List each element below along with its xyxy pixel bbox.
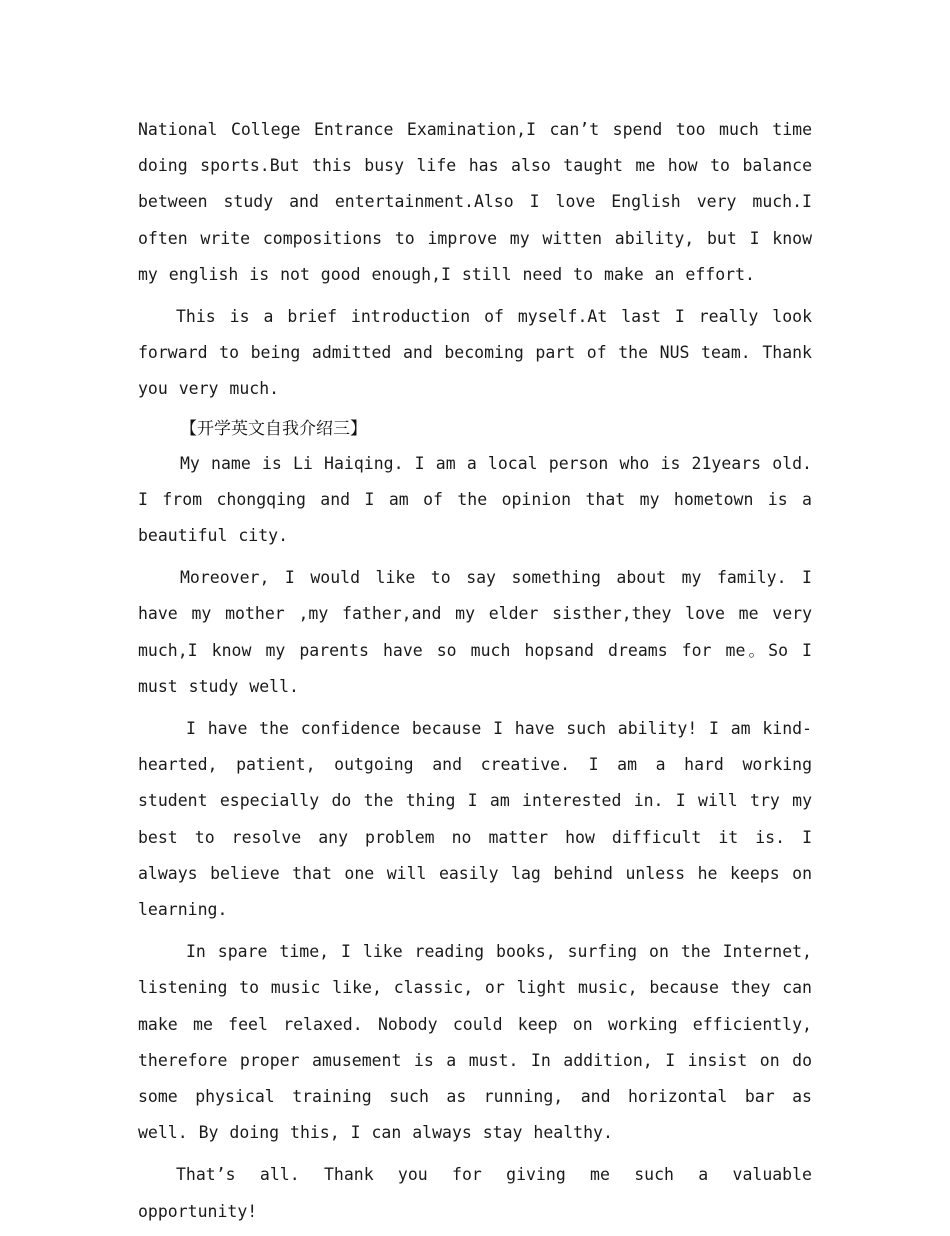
paragraph-confidence: I have the confidence because I have such ability! I am kind-hearted, patient, outgoing and creative. I am a hard working student especially do the thing I am interested in. I will try my best to resolve any problem no matter how difficult it is. I always believe that one will easily lag behind unless he keeps on learning.: [138, 719, 812, 920]
paragraph-thanks: That’s all. Thank you for giving me such a valuable opportunity!: [138, 1165, 812, 1221]
section-heading: 【开学英文自我介绍三】: [180, 418, 367, 439]
paragraph-name-intro: My name is Li Haiqing. I am a local person who is 21years old. I from chongqing and I am of the opinion that my hometown is a beautiful city.: [138, 453, 812, 546]
paragraph-closing-nus: This is a brief introduction of myself.At last I really look forward to being admitted and becoming part of the NUS team. Thank you very much.: [138, 307, 812, 399]
paragraph-family: Moreover, I would like to say something about my family. I have my mother ,my father,and my elder sisther,they love me very much,I know my parents have so much hopsand dreams for me。So I must study well.: [138, 568, 812, 696]
paragraph-exam-continuation: National College Entrance Examination,I can’t spend too much time doing sports.But this busy life has also taught me how to balance between study and entertainment.Also I love English very much.I often write compositions to improve my witten ability, but I know my english is not good enough,I still need to make an effort.: [138, 120, 812, 284]
paragraph-spare-time: In spare time, I like reading books, surfing on the Internet, listening to music like, classic, or light music, because they can make me feel relaxed. Nobody could keep on working efficiently, therefore proper amusement is a must. In addition, I insist on do some physical training such as running, and horizontal bar as well. By doing this, I can always stay healthy.: [138, 942, 812, 1143]
document-body: [138, 112, 812, 1236]
